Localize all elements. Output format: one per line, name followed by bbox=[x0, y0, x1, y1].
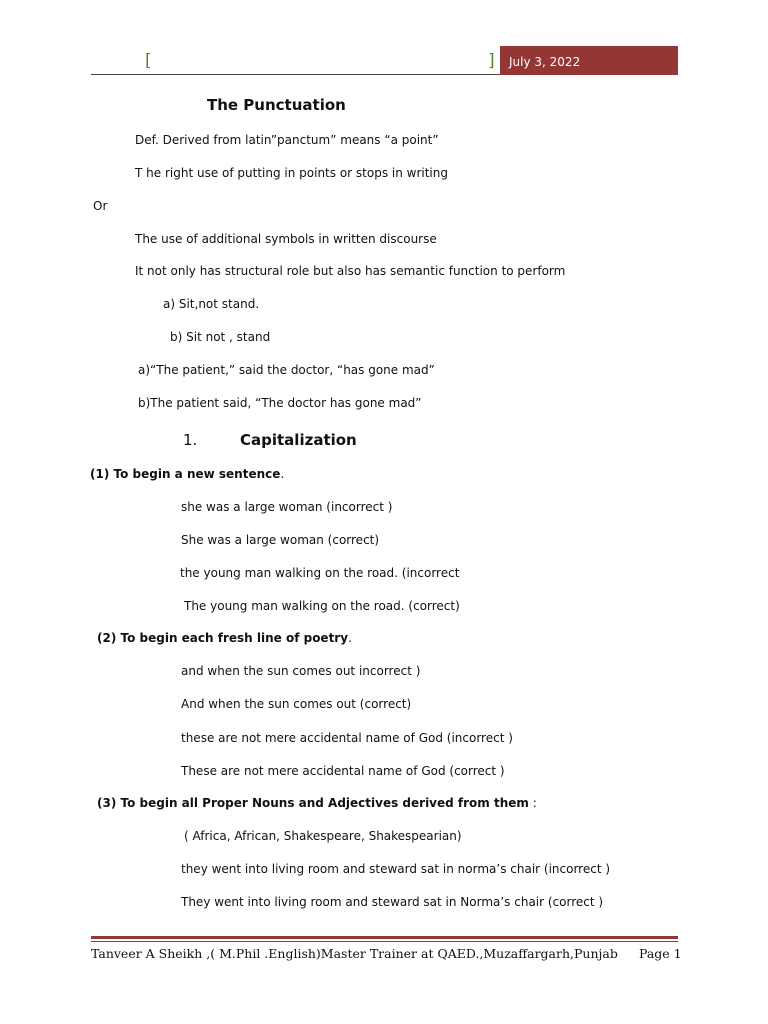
page-number: Page 1 bbox=[639, 946, 682, 961]
alt-meaning-line: The use of additional symbols in written discourse bbox=[135, 232, 437, 246]
section-heading: Capitalization bbox=[240, 431, 357, 449]
rule-1-tail: . bbox=[280, 467, 285, 481]
rule-2-example: and when the sun comes out incorrect ) bbox=[181, 664, 421, 678]
rule-3 bbox=[97, 796, 537, 811]
header-left-bracket: [ bbox=[145, 51, 152, 71]
rule-1 bbox=[90, 467, 284, 482]
meaning-line: T he right use of putting in points or stops in writing bbox=[135, 166, 448, 180]
rule-1-example: she was a large woman (incorrect ) bbox=[181, 500, 393, 514]
footer-rule-thin bbox=[91, 941, 678, 942]
example-a-line: a) Sit,not stand. bbox=[163, 297, 260, 311]
rule-2-example: these are not mere accidental name of God (incorrect ) bbox=[181, 731, 513, 745]
rule-1-example: the young man walking on the road. (incorrect bbox=[180, 566, 460, 580]
rule-1-text: (1) To begin a new sentence bbox=[90, 467, 281, 481]
page-title: The Punctuation bbox=[207, 96, 346, 114]
rule-3-tail: : bbox=[528, 796, 537, 810]
rule-1-example: The young man walking on the road. (correct) bbox=[184, 599, 460, 613]
section-number: 1. bbox=[183, 431, 198, 449]
header-rule bbox=[91, 74, 500, 75]
rule-2 bbox=[97, 631, 352, 646]
footer-rule-thick bbox=[91, 936, 678, 939]
header-right-bracket: ] bbox=[488, 51, 495, 71]
rule-2-text: (2) To begin each fresh line of poetry bbox=[97, 631, 349, 645]
quote-example-b: b)The patient said, “The doctor has gone mad” bbox=[138, 396, 422, 410]
or-line: Or bbox=[93, 199, 108, 213]
rule-2-example: These are not mere accidental name of God (correct ) bbox=[181, 764, 505, 778]
rule-1-example: She was a large woman (correct) bbox=[181, 533, 380, 547]
rule-3-example: ( Africa, African, Shakespeare, Shakespearian) bbox=[184, 829, 462, 843]
rule-2-tail: . bbox=[348, 631, 352, 645]
role-line: It not only has structural role but also has semantic function to perform bbox=[135, 264, 566, 278]
rule-3-example: they went into living room and steward sat in norma’s chair (incorrect ) bbox=[181, 862, 611, 876]
rule-2-example: And when the sun comes out (correct) bbox=[181, 697, 412, 711]
example-b-line: b) Sit not , stand bbox=[170, 330, 271, 344]
footer-author: Tanveer A Sheikh ,( M.Phil .English)Master Trainer at QAED.,Muzaffargarh,Punjab bbox=[91, 946, 618, 961]
quote-example-a: a)“The patient,” said the doctor, “has gone mad” bbox=[138, 363, 435, 377]
rule-3-example: They went into living room and steward sat in Norma’s chair (correct ) bbox=[181, 895, 604, 909]
rule-3-text: (3) To begin all Proper Nouns and Adjectives derived from them bbox=[97, 796, 529, 810]
header-date: July 3, 2022 bbox=[509, 55, 581, 69]
definition-line: Def. Derived from latin”panctum” means “a point” bbox=[135, 133, 439, 147]
